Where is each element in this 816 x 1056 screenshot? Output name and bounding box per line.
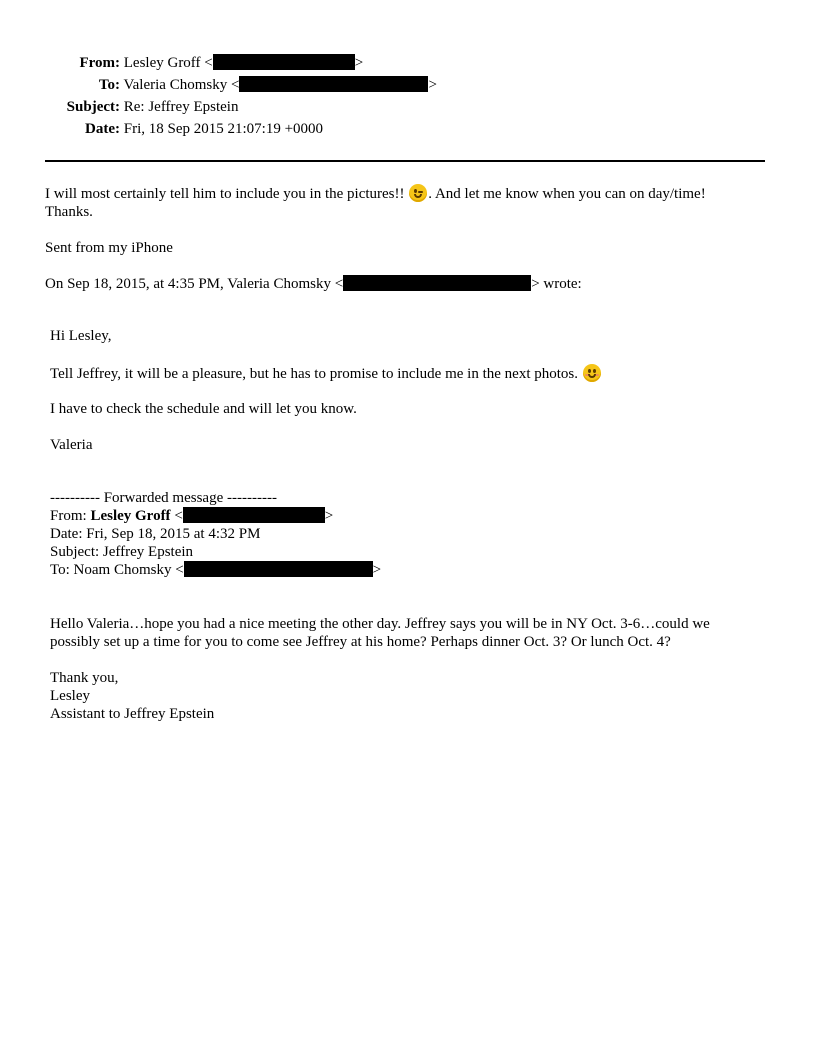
to-name: Valeria Chomsky < [123, 77, 240, 93]
forwarded-body-line-2: possibly set up a time for you to come see Jeffrey at his home? Perhaps dinner Oct. 3? Or lunch Oct. 4? [50, 634, 671, 650]
from-name: Lesley Groff < [123, 55, 213, 71]
redacted-email [213, 54, 355, 70]
to-close: > [428, 77, 437, 93]
date-label: Date: [85, 121, 120, 137]
to-label: To: [98, 77, 120, 93]
redacted-email [343, 275, 531, 291]
reply-text: I will most certainly tell him to include you in the pictures!! [45, 186, 409, 202]
subject-label: Subject: [66, 99, 120, 115]
from-close: > [354, 55, 364, 71]
reply-signature: Sent from my iPhone [45, 240, 173, 256]
quoted-line-2: I have to check the schedule and will let you know. [50, 401, 357, 417]
forwarded-thanks: Thank you, [50, 670, 119, 686]
reply-line-1 [45, 184, 706, 203]
forwarded-from-open: < [170, 508, 183, 524]
quoted-signoff: Valeria [50, 437, 93, 453]
forwarded-separator: ---------- Forwarded message ---------- [50, 490, 277, 506]
forwarded-name: Lesley [50, 688, 90, 704]
quote-intro-text: > wrote: [531, 276, 582, 292]
reply-line-2: Thanks. [45, 204, 93, 220]
redacted-email [239, 76, 428, 92]
header-from-row [45, 54, 363, 72]
forwarded-from [50, 507, 333, 525]
header-date-row [45, 120, 323, 138]
quoted-greeting: Hi Lesley, [50, 328, 112, 344]
forwarded-title: Assistant to Jeffrey Epstein [50, 706, 215, 722]
quote-intro [45, 275, 582, 293]
reply-text: . And let me know when you can on day/time! [428, 186, 706, 202]
forwarded-from-label: From: [50, 508, 91, 524]
forwarded-from-name: Lesley Groff [90, 508, 171, 524]
redacted-email [184, 561, 373, 577]
forwarded-to [50, 561, 381, 579]
winking-face-icon [409, 184, 427, 202]
quoted-text: Tell Jeffrey, it will be a pleasure, but he has to promise to include me in the next photos. [50, 366, 582, 382]
forwarded-from-close: > [324, 508, 334, 524]
smiling-face-icon [583, 364, 601, 382]
subject-value: Re: Jeffrey Epstein [123, 99, 239, 115]
header-subject-row [45, 98, 238, 116]
forwarded-body-line-1: Hello Valeria…hope you had a nice meeting the other day. Jeffrey says you will be in NY Oct. 3-6…could we [50, 616, 710, 632]
forwarded-to-close: > [372, 562, 382, 578]
header-to-row [45, 76, 437, 94]
date-value: Fri, 18 Sep 2015 21:07:19 +0000 [123, 121, 324, 137]
quoted-line-1 [50, 364, 602, 383]
forwarded-subject: Subject: Jeffrey Epstein [50, 544, 194, 560]
forwarded-date: Date: Fri, Sep 18, 2015 at 4:32 PM [50, 526, 261, 542]
from-label: From: [79, 55, 120, 71]
forwarded-to-text: To: Noam Chomsky < [50, 562, 184, 578]
header-divider [45, 160, 765, 162]
redacted-email [183, 507, 325, 523]
quote-intro-text: On Sep 18, 2015, at 4:35 PM, Valeria Chomsky < [45, 276, 344, 292]
